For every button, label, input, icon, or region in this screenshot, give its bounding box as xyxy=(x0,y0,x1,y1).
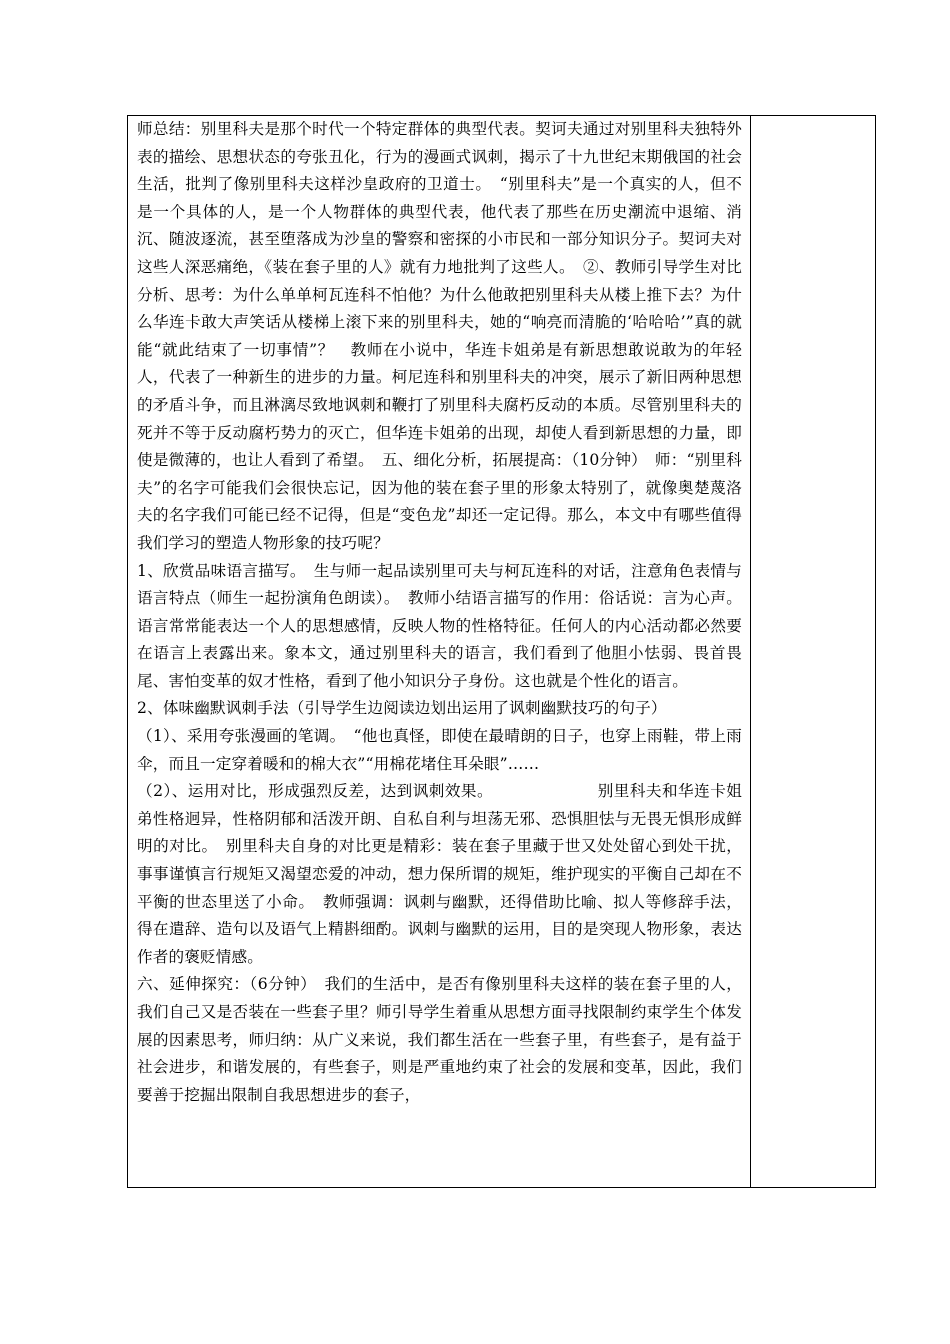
paragraph-exaggeration: （1）、采用夸张漫画的笔调。 “他也真怪，即使在最晴朗的日子，也穿上雨鞋，带上雨伞，而且一定穿着暖和的棉大衣”“用棉花堵住耳朵眼”…… xyxy=(137,727,742,773)
paragraph-humor-satire: 2、体味幽默讽刺手法（引导学生边阅读边划出运用了讽刺幽默技巧的句子） xyxy=(137,699,667,718)
paragraph-extension: 六、延伸探究：（6分钟） 我们的生活中，是否有像别里科夫这样的装在套子里的人，我们自己又是否装在一些套子里？师引导学生着重从思想方面寻找限制约束学生个体发展的因素思考，师归纳：从广义来说，我们都生活在一些套子里，有些套子，是有益于社会进步，和谐发展的，有些套子，则是严重地约束了社会的发展和变革，因此，我们要善于挖掘出限制自我思想进步的套子， xyxy=(137,975,742,1104)
paragraph-language-description: 1、欣赏品味语言描写。 生与师一起品读别里可夫与柯瓦连科的对话，注意角色表情与语言特点（师生一起扮演角色朗读）。 教师小结语言描写的作用：俗话说：言为心声。语言常常能表达一个人的思想感情，反映人物的性格特征。任何人的内心活动都必然要在语言上表露出来。象本文，通过别里科夫的语言，我们看到了他胆小怯弱、畏首畏尾、害怕变革的奴才性格，看到了他小知识分子身份。这也就是个性化的语言。 xyxy=(137,561,742,690)
notes-cell xyxy=(751,116,875,1187)
paragraph-contrast: （2）、运用对比，形成强烈反差，达到讽刺效果。 别里科夫和华连卡姐弟性格迥异，性格阴郁和活泼开朗、自私自利与坦荡无邪、恐惧胆怯与无畏无惧形成鲜明的对比。 别里科夫自身的对比更是精彩：装在套子里藏于世又处处留心到处干扰，事事谨慎言行规矩又渴望恋爱的冲动，想力保所谓的规矩，维护现实的平衡自己却在不平衡的世态里送了小命。 教师强调：讽刺与幽默，还得借助比喻、拟人等修辞手法，得在遣辞、造句以及语气上精斟细酌。讽刺与幽默的运用，目的是突现人物形象，表达作者的褒贬情感。 xyxy=(137,782,742,966)
content-cell xyxy=(128,116,751,1187)
document-table xyxy=(127,115,876,1188)
paragraph-teacher-summary: 师总结：别里科夫是那个时代一个特定群体的典型代表。契诃夫通过对别里科夫独特外表的描绘、思想状态的夸张丑化，行为的漫画式讽刺，揭示了十九世纪末期俄国的社会生活，批判了像别里科夫这样沙皇政府的卫道士。 “别里科夫”是一个真实的人，但不是一个具体的人，是一个人物群体的典型代表，他代表了那些在历史潮流中退缩、消沉、随波逐流，甚至堕落成为沙皇的警察和密探的小市民和一部分知识分子。契诃夫对这些人深恶痛绝，《装在套子里的人》就有力地批判了这些人。 ②、教师引导学生对比分析、思考：为什么单单柯瓦连科不怕他？为什么他敢把别里科夫从楼上推下去？为什么华连卡敢大声笑话从楼梯上滚下来的别里科夫，她的“响亮而清脆的‘哈哈哈’”真的就能“就此结束了一切事情”？ 教师在小说中，华连卡姐弟是有新思想敢说敢为的年轻人，代表了一种新生的进步的力量。柯尼连科和别里科夫的冲突，展示了新旧两种思想的矛盾斗争，而且淋漓尽致地讽刺和鞭打了别里科夫腐朽反动的本质。尽管别里科夫的死并不等于反动腐朽势力的灭亡，但华连卡姐弟的出现，却使人看到新思想的力量，即使是微薄的，也让人看到了希望。 五、细化分析，拓展提高：（10分钟） 师：“别里科夫”的名字可能我们会很快忘记，因为他的装在套子里的形象太特别了，就像奥楚蔑洛夫的名字我们可能已经不记得，但是“变色龙”却还一定记得。那么，本文中有哪些值得我们学习的塑造人物形象的技巧呢？ xyxy=(137,120,742,552)
